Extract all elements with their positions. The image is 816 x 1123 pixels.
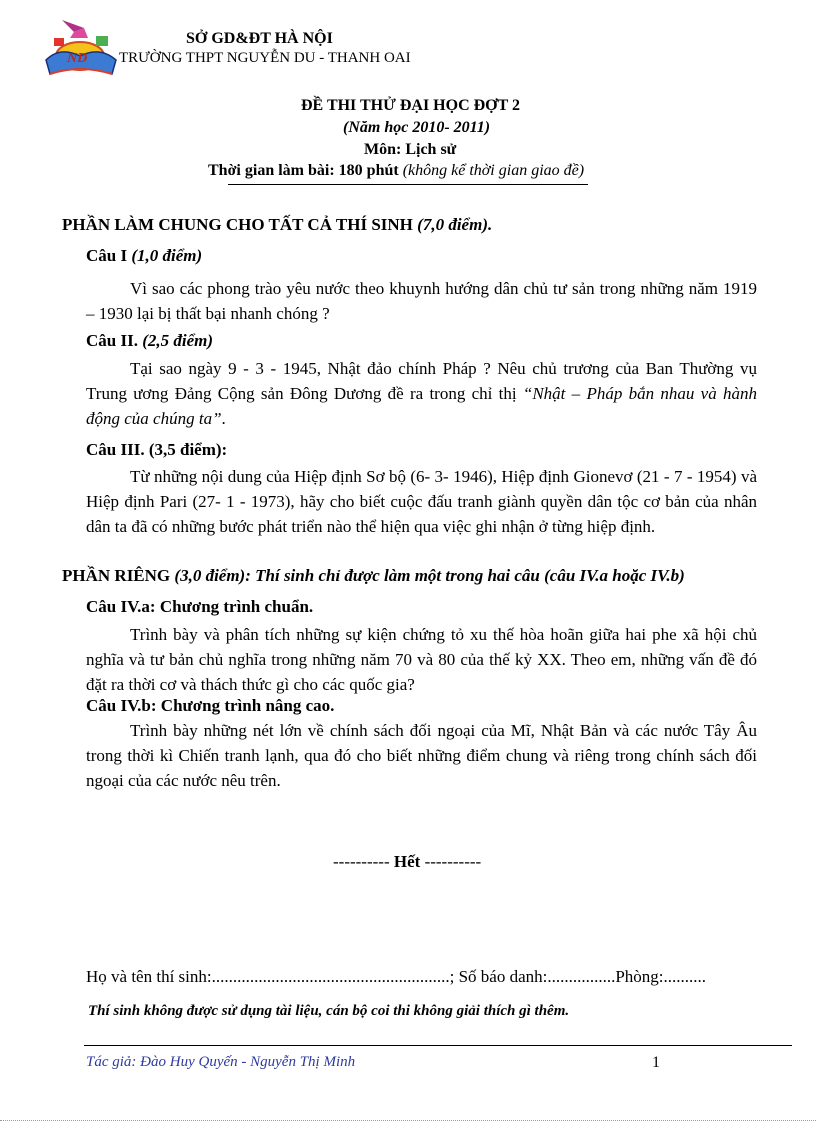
page-edge xyxy=(0,1120,816,1121)
q2-end: . xyxy=(221,409,226,428)
footer-author: Tác giả: Đào Huy Quyến - Nguyễn Thị Minh xyxy=(86,1054,356,1070)
q2-text xyxy=(86,356,757,431)
exam-title: ĐỀ THI THỬ ĐẠI HỌC ĐỢT 2 xyxy=(301,97,521,114)
end-dashes-right: ---------- xyxy=(424,852,482,871)
part-common-points: (7,0 điểm). xyxy=(417,215,493,234)
part-common-label: PHẦN LÀM CHUNG CHO TẤT CẢ THÍ SINH xyxy=(62,215,413,234)
school-name: TRƯỜNG THPT NGUYỄN DU - THANH OAI xyxy=(119,50,411,66)
exam-note: Thí sinh không được sử dụng tài liệu, cán bộ coi thi không giải thích gì thêm. xyxy=(88,1003,570,1019)
q1-points: (1,0 điểm) xyxy=(131,246,203,265)
school-logo xyxy=(40,16,122,82)
q1-text: Vì sao các phong trào yêu nước theo khuynh hướng dân chủ tư sản trong những năm 1919 – 1930 lại bị thất bại nhanh chóng ? xyxy=(86,279,757,323)
q3-heading: Câu III. (3,5 điểm): xyxy=(86,440,228,459)
q2-label: Câu II. xyxy=(86,331,138,350)
end-mark xyxy=(333,852,481,872)
q3-text: Từ những nội dung của Hiệp định Sơ bộ (6- 3- 1946), Hiệp định Gionevơ (21 - 7 - 1954) và Hiệp định Pari (27- 1 - 1973), hãy cho biết cuộc đấu tranh giành quyền dân tộc cơ bản của nhân dân ta đã có những bước phát triển nào thể hiện qua việc ghi nhận ở từng hiệp định. xyxy=(86,467,757,536)
q1-label: Câu I xyxy=(86,246,128,265)
part-private-heading xyxy=(62,566,685,586)
q4b-heading: Câu IV.b: Chương trình nâng cao. xyxy=(86,696,335,715)
q4a-text: Trình bày và phân tích những sự kiện chứng tỏ xu thế hòa hoãn giữa hai phe xã hội chủ nghĩa và tư bản chủ nghĩa trong những năm 70 và 80 của thế kỷ XX. Theo em, những vấn đề đó đặt ra thời cơ và thách thức gì cho các quốc gia? xyxy=(86,625,757,694)
page-number: 1 xyxy=(652,1054,660,1071)
candidate-info-line: Họ và tên thí sinh:........................................................; Số báo danh:................Phòng:.......... xyxy=(86,967,707,986)
q2-points: (2,5 điểm) xyxy=(142,331,214,350)
department-name: SỞ GD&ĐT HÀ NỘI xyxy=(186,30,333,47)
q1-heading xyxy=(86,246,202,266)
part-private-label: PHẦN RIÊNG xyxy=(62,566,171,585)
school-year: (Năm học 2010- 2011) xyxy=(343,119,491,136)
time-line xyxy=(208,162,584,180)
time-label: Thời gian làm bài: 180 phút xyxy=(208,162,399,179)
svg-text:ND: ND xyxy=(67,51,88,66)
q4b-text: Trình bày những nét lớn về chính sách đối ngoại của Mĩ, Nhật Bản và các nước Tây Âu trong thời kì Chiến tranh lạnh, qua đó cho biết những điểm chung và riêng trong chính sách đối ngoại của các nước nêu trên. xyxy=(86,721,757,790)
q2-quote: “Nhật – Pháp bắn nhau và hành động của chúng ta” xyxy=(86,384,757,428)
end-dashes-left: ---------- xyxy=(333,852,390,871)
time-note: (không kể thời gian giao đề) xyxy=(402,162,585,179)
footer-rule xyxy=(84,1045,792,1046)
part-common-heading xyxy=(62,215,492,235)
q2-heading xyxy=(86,331,213,351)
q4a-heading: Câu IV.a: Chương trình chuẩn. xyxy=(86,597,314,616)
title-underline xyxy=(228,184,588,185)
q2-body: Tại sao ngày 9 - 3 - 1945, Nhật đảo chính Pháp ? Nêu chủ trương của Ban Thường vụ Trung ương Đảng Cộng sản Đông Dương đề ra trong chỉ thị xyxy=(86,359,757,403)
subject: Môn: Lịch sử xyxy=(364,141,457,158)
end-word: Hết xyxy=(393,852,421,871)
part-private-detail: (3,0 điểm): Thí sinh chỉ được làm một trong hai câu (câu IV.a hoặc IV.b) xyxy=(174,566,685,585)
